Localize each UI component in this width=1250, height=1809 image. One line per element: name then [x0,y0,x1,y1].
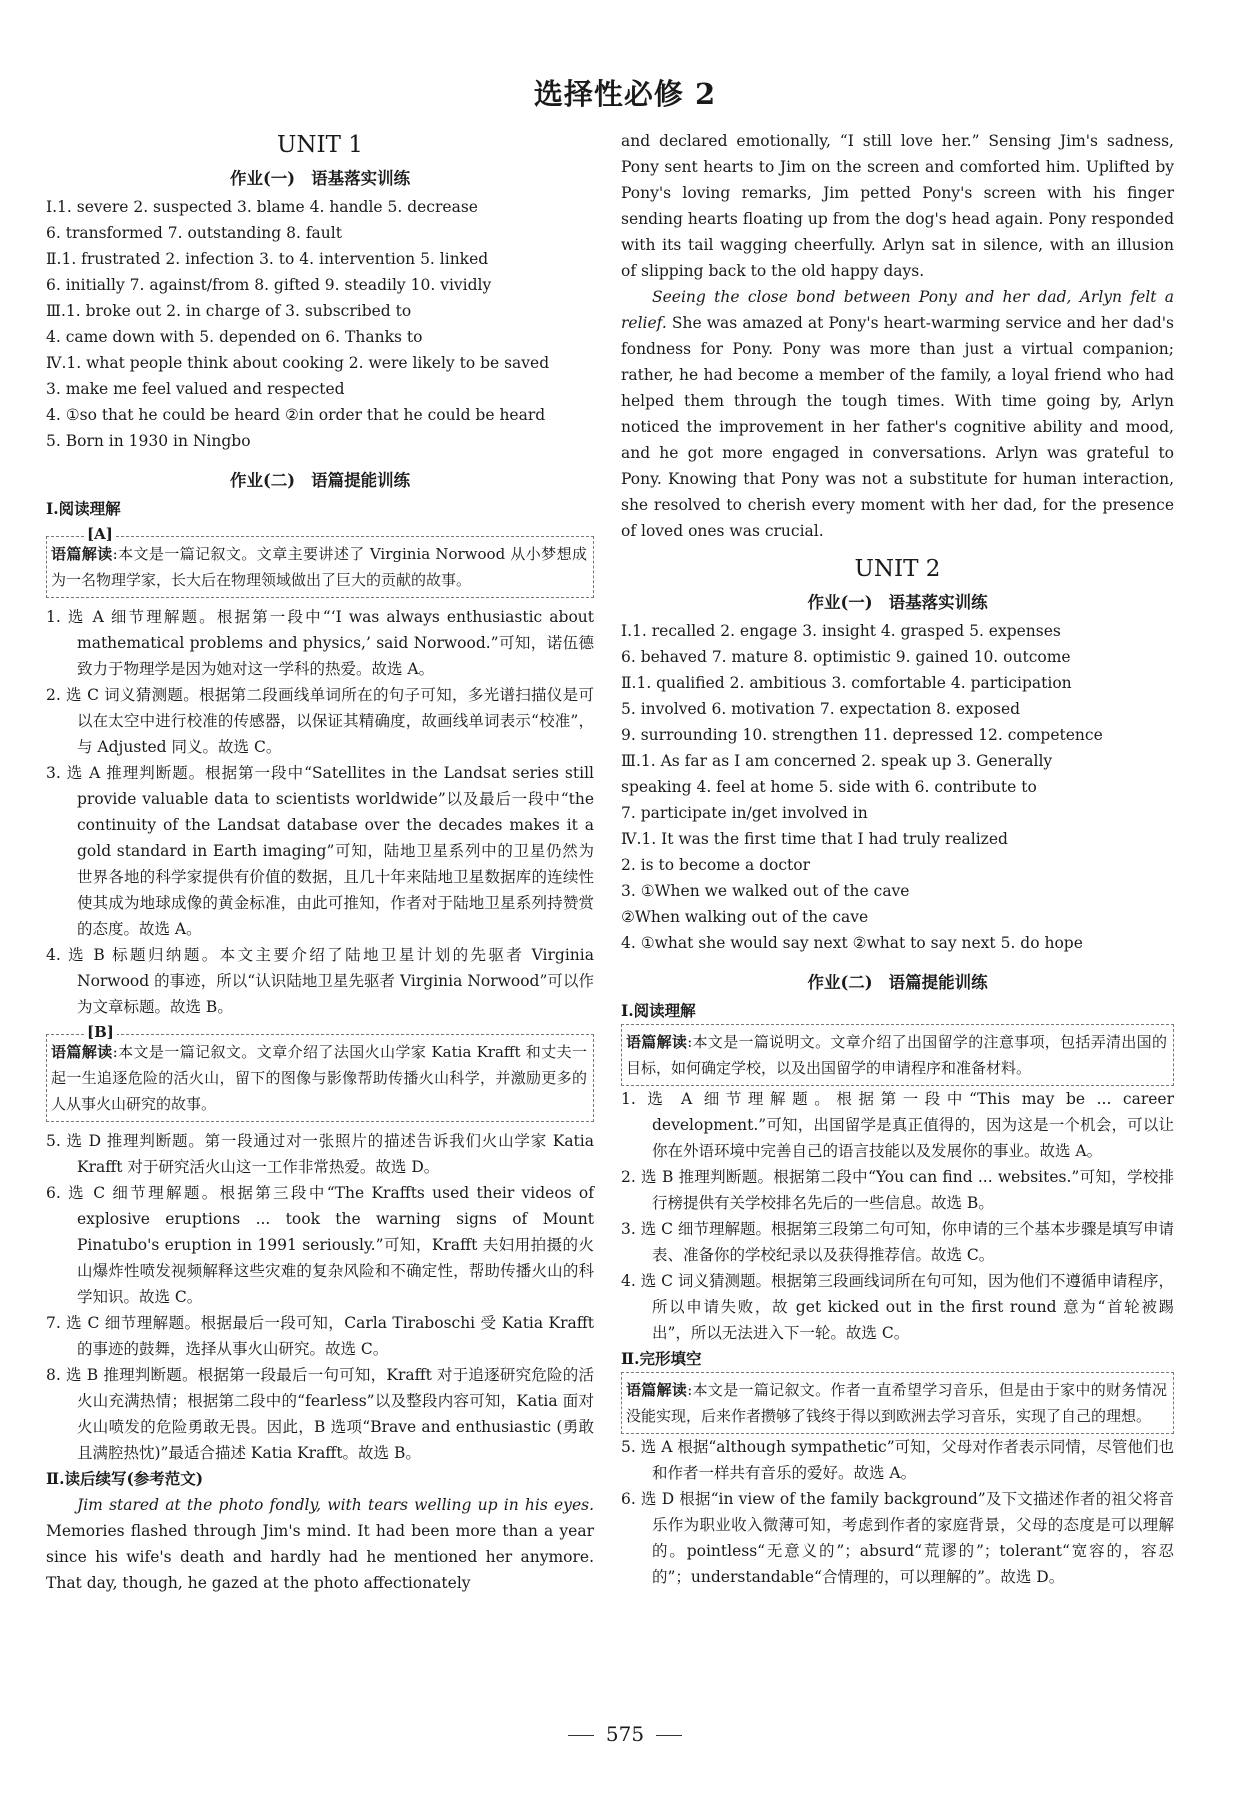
section-heading: Ⅰ.阅读理解 [621,1001,696,1020]
analysis-head: 语篇解读 [626,1381,688,1399]
section-heading: Ⅰ.阅读理解 [46,499,121,518]
essay-paragraph [621,284,1174,544]
answer-line: 6. transformed 7. outstanding 8. fault [46,224,342,242]
answer-line: Ⅳ.1. It was the first time that I had truly realized [621,830,1008,848]
unit1-hw1-title [46,166,594,192]
hw-subtitle: 语篇提能训练 [888,973,988,992]
answer-line: 5. Born in 1930 in Ningbo [46,432,251,450]
answer-item: 5. 选 D 推理判断题。第一段通过对一张照片的描述告诉我们火山学家 Katia Krafft 对于研究活火山这一工作非常热爱。故选 D。 [46,1132,594,1176]
unit1-hw1-answers [46,194,594,454]
answer-line: Ⅰ.1. recalled 2. engage 3. insight 4. grasped 5. expenses [621,622,1061,640]
hw-label: 作业(一) [807,593,873,612]
passage-analysis [46,1034,594,1122]
essay-paragraph: and declared emotionally, “I still love her.” Sensing Jim's sadness, Pony sent hearts to Jim on the screen and comforted him. Uplifted by Pony's loving remarks, Jim petted Pony's screen with his finger sending hearts floating up from the dog's head again. Pony responded with its tail wagging cheerfully. Arlyn sat in silence, with an illusion of slipping back to the old happy days. [621,132,1174,280]
answer-line: 6. behaved 7. mature 8. optimistic 9. gained 10. outcome [621,648,1071,666]
answer-line: 3. ①When we walked out of the cave [621,882,910,900]
page-number-dash [656,1735,682,1736]
answer-line: Ⅱ.1. qualified 2. ambitious 3. comfortable 4. participation [621,674,1072,692]
answer-line: Ⅲ.1. As far as I am concerned 2. speak up 3. Generally [621,752,1053,770]
hw-subtitle: 语篇提能训练 [311,471,411,490]
answer-line: 4. ①what she would say next ②what to say next 5. do hope [621,934,1083,952]
essay-paragraph [46,1492,594,1596]
passage-label: [B] [84,1021,117,1043]
passage-a-box [46,525,594,598]
answer-item: 1. 选 A 细节理解题。根据第一段中“This may be ... career development.”可知，出国留学是真正值得的，因为这是一个机会，可以让你在外语环境中完善自己的语言技能以及发展你的事业。故选 A。 [621,1090,1174,1160]
essay-text: Memories flashed through Jim's mind. It had been more than a year since his wife's death and hardly had he mentioned her anymore. That day, though, he gazed at the photo affectionately [46,1522,594,1592]
answer-line: Ⅳ.1. what people think about cooking 2. were likely to be saved [46,354,550,372]
answer-item: 4. 选 C 词义猜测题。根据第三段画线词所在句可知，因为他们不遵循申请程序，所以申请失败，故 get kicked out in the first round 意为“首轮被踢出”，所以无法进入下一轮。故选 C。 [621,1272,1174,1342]
unit2-title: UNIT 2 [854,556,941,582]
right-column [621,128,1174,1590]
hw-label: 作业(一) [229,169,296,188]
answer-item: 5. 选 A 根据“although sympathetic”可知，父母对作者表示同情，尽管他们也和作者一样共有音乐的爱好。故选 A。 [621,1438,1174,1482]
answer-item: 2. 选 C 词义猜测题。根据第二段画线单词所在的句子可知，多光谱扫描仪是可以在太空中进行校准的传感器，以保证其精确度，故画线单词表示“校准”，与 Adjusted 同义。故选 C。 [46,686,594,756]
answer-item: 8. 选 B 推理判断题。根据第一段最后一句可知，Krafft 对于追逐研究危险的活火山充满热情；根据第二段中的“fearless”以及整段内容可知，Katia 面对火山喷发的危险勇敢无畏。因此，B 选项“Brave and enthusiastic (勇敢且满腔热忱)”最适合描述 Katia Krafft。故选 B。 [46,1366,594,1462]
answer-item: 2. 选 B 推理判断题。根据第二段中“You can find ... websites.”可知，学校排行榜提供有关学校排名先后的一些信息。故选 B。 [621,1168,1174,1212]
answer-line: 4. came down with 5. depended on 6. Thanks to [46,328,423,346]
left-column [46,128,594,1596]
unit2-hw2-title [621,970,1174,996]
hw-subtitle: 语基落实训练 [888,593,988,612]
answer-line: 9. surrounding 10. strengthen 11. depressed 12. competence [621,726,1103,744]
passage-label: [A] [84,523,116,545]
answer-item: 6. 选 D 根据“in view of the family background”及下文描述作者的祖父将音乐作为职业收入微薄可知，考虑到作者的家庭背景，父母的态度是可以理解的。pointless“无意义的”；absurd“荒谬的”；tolerant“宽容的，容忍的”；understandable“合情理的，可以理解的”。故选 D。 [621,1490,1174,1586]
answer-line: 4. ①so that he could be heard ②in order that he could be heard [46,406,546,424]
unit2-hw1-answers [621,618,1174,956]
answer-line: 2. is to become a doctor [621,856,811,874]
unit2-hw1-title [621,590,1174,616]
answer-item: 4. 选 B 标题归纳题。本文主要介绍了陆地卫星计划的先驱者 Virginia Norwood 的事迹，所以“认识陆地卫星先驱者 Virginia Norwood”可以作为文章标题。故选 B。 [46,946,594,1016]
answer-line: speaking 4. feel at home 5. side with 6. contribute to [621,778,1037,796]
analysis-text: :本文是一篇记叙文。文章主要讲述了 Virginia Norwood 从小梦想成为一名物理学家，长大后在物理领域做出了巨大的贡献的故事。 [51,545,587,589]
answer-item: 3. 选 C 细节理解题。根据第三段第二句可知，你申请的三个基本步骤是填写申请表、准备你的学校纪录以及获得推荐信。故选 C。 [621,1220,1174,1264]
answer-item: 7. 选 C 细节理解题。根据最后一段可知，Carla Tiraboschi 受 Katia Krafft 的事迹的鼓舞，选择从事火山研究。故选 C。 [46,1314,594,1358]
answer-line: ②When walking out of the cave [621,908,869,926]
answer-line: Ⅲ.1. broke out 2. in charge of 3. subscribed to [46,302,412,320]
answer-line: Ⅰ.1. severe 2. suspected 3. blame 4. handle 5. decrease [46,198,478,216]
hw-subtitle: 语基落实训练 [311,169,411,188]
page-number-text: 575 [605,1722,645,1746]
answer-item: 6. 选 C 细节理解题。根据第三段中“The Kraffts used their videos of explosive eruptions ... took the warning signs of Mount Pinatubo's eruption in 1991 seriously.”可知，Krafft 夫妇用拍摄的火山爆炸性喷发视频解释这些灾难的复杂风险和不确定性，帮助传播火山的科学知识。故选 C。 [46,1184,594,1306]
passage-analysis [621,1372,1174,1434]
essay-text: She was amazed at Pony's heart-warming service and her dad's fondness for Pony. Pony was more than just a virtual companion; rather, he had become a member of the family, a loyal friend who had helped them through the tough times. With time going by, Arlyn noticed the improvement in her father's cognitive ability and mood, and he got more engaged in conversations. Arlyn was grateful to Pony. Knowing that Pony was not a substitute for human interaction, she resolved to cherish every moment with her dad, for the presence of loved ones was crucial. [621,314,1174,540]
answer-item: 1. 选 A 细节理解题。根据第一段中“‘I was always enthusiastic about mathematical problems and physics,’ said Norwood.”可知，诺伍德致力于物理学是因为她对这一学科的热爱。故选 A。 [46,608,594,678]
section-heading: Ⅱ.读后续写(参考范文) [46,1469,204,1488]
page-number-dash [568,1735,594,1736]
analysis-text: :本文是一篇记叙文。文章介绍了法国火山学家 Katia Krafft 和丈夫一起一生追逐危险的活火山，留下的图像与影像帮助传播火山科学，并激励更多的人从事火山研究的故事。 [51,1043,587,1113]
answer-line: 7. participate in/get involved in [621,804,868,822]
essay-lead: Seeing the close bond between Pony and her dad, Arlyn felt a relief. [621,288,1174,332]
section-heading: Ⅱ.完形填空 [621,1349,702,1368]
passage-analysis [46,536,594,598]
analysis-head: 语篇解读 [51,1043,113,1061]
answer-line: 6. initially 7. against/from 8. gifted 9. steadily 10. vividly [46,276,492,294]
unit1-title: UNIT 1 [277,132,363,158]
page-title: 选择性必修 2 [533,77,717,111]
answer-line: Ⅱ.1. frustrated 2. infection 3. to 4. intervention 5. linked [46,250,489,268]
passage-analysis [621,1024,1174,1086]
answer-line: 5. involved 6. motivation 7. expectation 8. exposed [621,700,1021,718]
analysis-head: 语篇解读 [51,545,113,563]
analysis-head: 语篇解读 [626,1033,688,1051]
analysis-text: :本文是一篇说明文。文章介绍了出国留学的注意事项，包括弄清出国的目标，如何确定学校，以及出国留学的申请程序和准备材料。 [626,1033,1167,1077]
answer-line: 3. make me feel valued and respected [46,380,345,398]
passage-b-box [46,1023,594,1122]
essay-lead: Jim stared at the photo fondly, with tears welling up in his eyes. [77,1496,594,1514]
hw-label: 作业(二) [807,973,873,992]
analysis-text: :本文是一篇记叙文。作者一直希望学习音乐，但是由于家中的财务情况没能实现，后来作者攒够了钱终于得以到欧洲去学习音乐，实现了自己的理想。 [626,1381,1167,1425]
unit1-hw2-title [46,468,594,494]
page-number [0,1722,1250,1746]
hw-label: 作业(二) [229,471,296,490]
answer-item: 3. 选 A 推理判断题。根据第一段中“Satellites in the Landsat series still provide valuable data to scientists worldwide”以及最后一段中“the continuity of the Landsat database over the decades makes it a gold standard in Earth imaging”可知，陆地卫星系列中的卫星仍然为世界各地的科学家提供有价值的数据，且几十年来陆地卫星数据库的连续性使其成为地球成像的黄金标准，由此可推知，作者对于陆地卫星系列持赞赏的态度。故选 A。 [46,764,594,938]
